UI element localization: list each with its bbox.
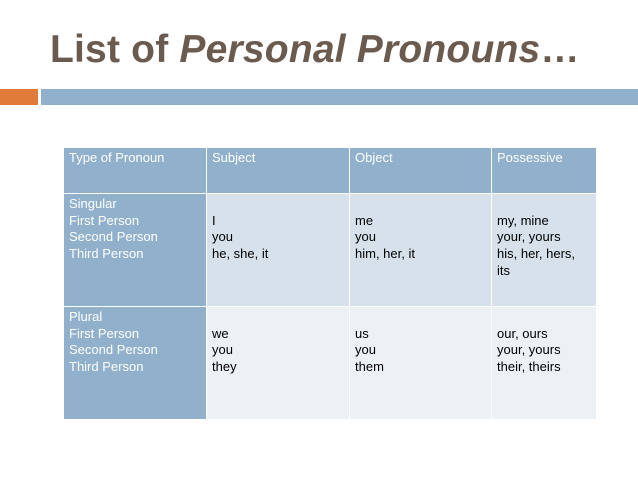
table-row-singular <box>64 194 597 307</box>
cell-line: we <box>212 325 229 341</box>
cell-line: me <box>355 212 374 228</box>
cell-plural-possessive <box>492 307 597 420</box>
header-type-of-pronoun: Type of Pronoun <box>64 148 207 194</box>
pronoun-table <box>63 147 597 420</box>
row-group-label: Singular <box>69 196 117 211</box>
row-person-label: First Person <box>69 212 140 228</box>
cell-line <box>212 196 345 213</box>
cell-line: us <box>355 325 369 341</box>
cell-plural-subject <box>207 307 350 420</box>
header-object: Object <box>350 148 492 194</box>
header-subject: Subject <box>207 148 350 194</box>
cell-line: you <box>212 342 233 358</box>
cell-line <box>355 196 487 213</box>
title-emphasis: Personal Pronouns <box>179 28 541 71</box>
cell-line: your, yours <box>497 342 561 358</box>
cell-line: your, yours <box>497 229 561 245</box>
row-label-singular <box>64 194 207 307</box>
row-person-label: Second Person <box>69 229 158 245</box>
cell-line: them <box>355 359 384 375</box>
row-person-label: First Person <box>69 325 140 341</box>
cell-line <box>497 309 592 326</box>
row-person-label: Second Person <box>69 342 158 358</box>
title-prefix: List of <box>50 28 180 71</box>
cell-line <box>355 309 487 326</box>
cell-line: its <box>497 262 510 278</box>
cell-line <box>497 196 592 213</box>
cell-line: I <box>212 212 216 228</box>
cell-plural-object <box>350 307 492 420</box>
table-row-plural <box>64 307 597 420</box>
cell-line: their, theirs <box>497 359 561 375</box>
cell-line: he, she, it <box>212 246 269 262</box>
accent-bar <box>0 89 38 105</box>
title-suffix: … <box>540 28 580 71</box>
cell-line <box>212 309 345 326</box>
cell-singular-subject <box>207 194 350 307</box>
header-possessive: Possessive <box>492 148 597 194</box>
row-group-label: Plural <box>69 309 103 324</box>
cell-line: you <box>355 342 376 358</box>
table-header-row <box>64 148 597 194</box>
cell-line: my, mine <box>497 212 549 228</box>
cell-line: they <box>212 359 237 375</box>
cell-singular-object <box>350 194 492 307</box>
cell-line: you <box>212 229 233 245</box>
title-underline-bar <box>41 89 638 105</box>
row-person-label: Third Person <box>69 359 144 375</box>
cell-line: our, ours <box>497 325 548 341</box>
row-person-label: Third Person <box>69 246 144 262</box>
row-label-plural <box>64 307 207 420</box>
cell-line: you <box>355 229 376 245</box>
slide-title <box>50 28 580 72</box>
cell-line: his, her, hers, <box>497 246 576 262</box>
cell-line: him, her, it <box>355 246 415 262</box>
cell-singular-possessive <box>492 194 597 307</box>
